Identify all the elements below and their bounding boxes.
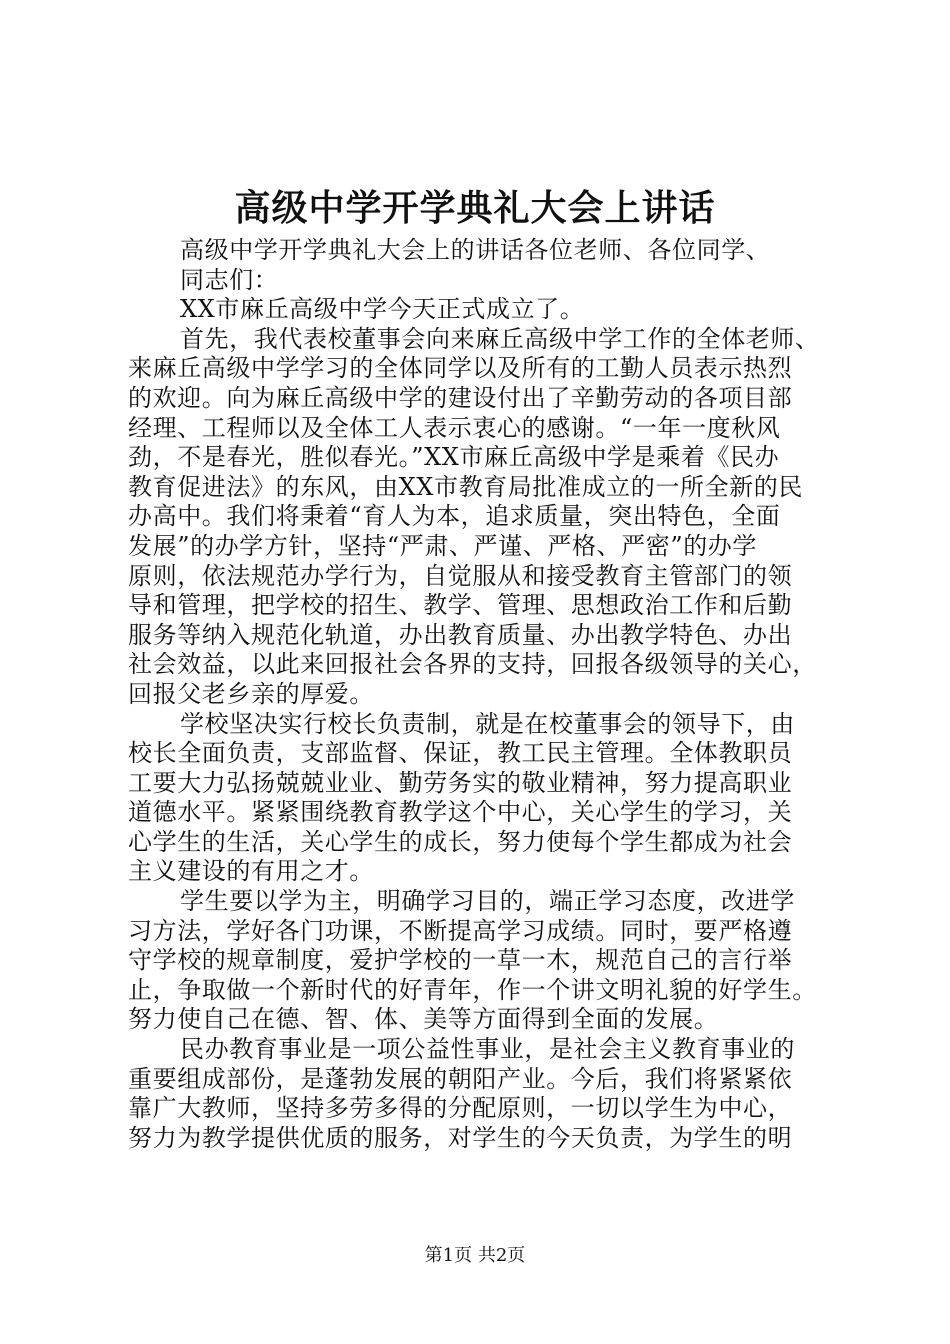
text-line: 服务等纳入规范化轨道，办出教育质量、办出教学特色、办出 [128,620,793,649]
text-line: 经理、工程师以及全体工人表示衷心的感谢。“一年一度秋风 [128,413,781,442]
text-line: 校长全面负责，支部监督、保证，教工民主管理。全体教职员 [128,739,793,768]
text-line: 回报父老乡亲的厚爱。 [128,679,374,708]
text-line: 发展”的办学方针，坚持“严肃、严谨、严格、严密”的办学 [128,531,758,560]
text-line: 的欢迎。向为麻丘高级中学的建设付出了辛勤劳动的各项目部 [128,383,793,412]
text-line: 同志们： [180,265,279,294]
text-line: 习方法，学好各门功课，不断提高学习成绩。同时，要严格遵 [128,916,793,945]
text-line: 社会效益，以此来回报社会各界的支持，回报各级领导的关心， [128,650,817,679]
text-line: 道德水平。紧紧围绕教育教学这个中心，关心学生的学习，关 [128,798,793,827]
text-line: 守学校的规章制度，爱护学校的一草一木，规范自己的言行举 [128,946,793,975]
text-line: 工要大力弘扬兢兢业业、勤劳务实的敬业精神，努力提高职业 [128,768,793,797]
text-line: 劲，不是春光，胜似春光。”XX市麻丘高级中学是乘着《民办 [128,443,780,472]
text-line: 止，争取做一个新时代的好青年，作一个讲文明礼貌的好学生。 [128,975,817,1004]
text-line: 学生要以学为主，明确学习目的，端正学习态度，改进学 [180,887,795,916]
text-line: 民办教育事业是一项公益性事业，是社会主义教育事业的 [180,1035,795,1064]
text-line: 来麻丘高级中学学习的全体同学以及所有的工勤人员表示热烈 [128,354,793,383]
text-line: 努力使自己在德、智、体、美等方面得到全面的发展。 [128,1005,719,1034]
text-line: 主义建设的有用之才。 [128,857,374,886]
page-footer: 第1页 共2页 [424,1245,526,1266]
text-line: 导和管理，把学校的招生、教学、管理、思想政治工作和后勤 [128,591,793,620]
document-body [128,236,858,1153]
text-line: 努力为教学提供优质的服务，对学生的今天负责，为学生的明 [128,1123,793,1152]
text-line: 原则，依法规范办学行为，自觉服从和接受教育主管部门的领 [128,561,793,590]
text-line: 学校坚决实行校长负责制，就是在校董事会的领导下，由 [180,709,795,738]
text-line: XX市麻丘高级中学今天正式成立了。 [180,295,585,324]
text-line: 高级中学开学典礼大会上的讲话各位老师、各位同学、 [180,236,771,264]
text-line: 心学生的生活，关心学生的成长，努力使每个学生都成为社会 [128,827,793,856]
text-line: 重要组成部份，是蓬勃发展的朝阳产业。今后，我们将紧紧依 [128,1064,793,1093]
text-line: 首先，我代表校董事会向来麻丘高级中学工作的全体老师、 [180,324,820,353]
document-title: 高级中学开学典礼大会上讲话 [234,187,716,229]
text-line: 教育促进法》的东风，由XX市教育局批准成立的一所全新的民 [128,472,803,501]
text-line: 靠广大教师，坚持多劳多得的分配原则，一切以学生为中心， [128,1094,793,1123]
text-line: 办高中。我们将秉着“育人为本，追求质量，突出特色，全面 [128,502,781,531]
